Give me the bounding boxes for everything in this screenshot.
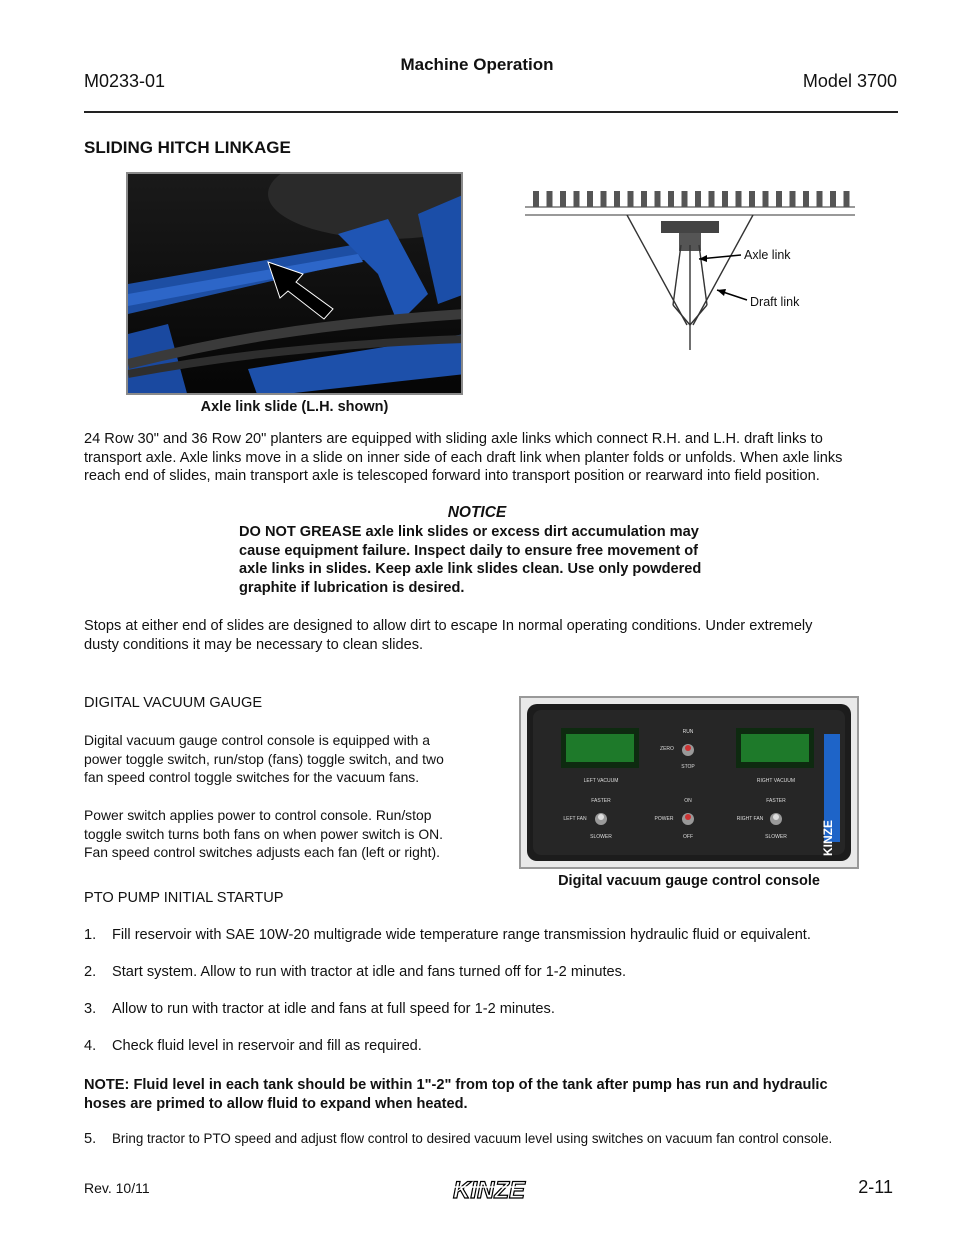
row-unit — [749, 191, 755, 207]
vacuum-gauge-para2 — [84, 806, 474, 862]
run-label: RUN — [682, 729, 694, 735]
vacuum-console-photo — [519, 696, 859, 869]
row-unit — [844, 191, 850, 207]
row-unit — [533, 191, 539, 207]
fluid-level-note — [84, 1076, 904, 1113]
run-stop-toggle — [682, 744, 694, 756]
pto-heading: PTO PUMP INITIAL STARTUP — [84, 890, 284, 906]
vg-line: power toggle switch, run/stop (fans) toggle switch, and two — [84, 750, 444, 767]
row-unit — [763, 191, 769, 207]
logo-text: KINZE — [453, 1177, 525, 1204]
vg-line: fan speed control toggle switches for the vacuum fans. — [84, 769, 420, 785]
vacuum-gauge-heading: DIGITAL VACUUM GAUGE — [84, 695, 263, 711]
row-unit — [709, 191, 715, 207]
revision: Rev. 10/11 — [84, 1180, 150, 1196]
notice-line: DO NOT GREASE axle link slides or excess dirt accumulation may — [239, 524, 699, 540]
page-title: SLIDING HITCH LINKAGE — [84, 138, 291, 157]
row-unit — [722, 191, 728, 207]
page-number: 2-11 — [858, 1177, 893, 1197]
kinze-logo — [430, 1176, 548, 1204]
planter-linkage-diagram — [521, 185, 861, 355]
list-item — [84, 1001, 924, 1021]
figure1-caption: Axle link slide (L.H. shown) — [200, 399, 389, 415]
section-header: Machine Operation — [400, 55, 554, 74]
power-label: POWER — [654, 816, 674, 822]
notice-body — [239, 523, 739, 597]
row-unit — [817, 191, 823, 207]
stops-paragraph — [84, 617, 904, 654]
list-item — [84, 1038, 924, 1058]
stop-label: STOP — [681, 764, 695, 770]
faster-right-label: FASTER — [766, 798, 786, 804]
stops-line: dusty conditions it may be necessary to clean slides. — [84, 636, 424, 653]
right-vacuum-label: RIGHT VACUUM — [756, 778, 796, 784]
stops-line: Stops at either end of slides are designed to allow dirt to escape In normal operating conditions. Under extremely — [84, 618, 813, 634]
row-unit — [560, 191, 566, 207]
row-unit — [601, 191, 607, 207]
step-number: 4. — [84, 1038, 97, 1054]
row-unit — [682, 191, 688, 207]
row-unit — [790, 191, 796, 207]
zero-label: ZERO — [660, 746, 674, 752]
notice-line: cause equipment failure. Inspect daily to ensure free movement of — [239, 542, 699, 559]
list-item — [84, 964, 924, 984]
vg-line: toggle switch turns both fans on when power switch is ON. — [84, 825, 444, 842]
intro-paragraph — [84, 430, 904, 486]
row-unit — [803, 191, 809, 207]
list-item — [84, 1131, 924, 1149]
step-text: Check fluid level in reservoir and fill as required. — [112, 1038, 422, 1054]
console-brand: KINZE — [821, 820, 835, 856]
left-vacuum-label: LEFT VACUUM — [583, 778, 619, 784]
note-line: NOTE: Fluid level in each tank should be within 1"-2" from top of the tank after pump has run and hydraulic — [84, 1077, 828, 1093]
axle-link-slide-photo — [126, 172, 463, 395]
vg-line: Power switch applies power to control console. Run/stop — [84, 807, 432, 823]
row-unit — [736, 191, 742, 207]
draft-link-label: Draft link — [750, 295, 800, 309]
doc-number: M0233-01 — [84, 71, 166, 91]
notice-line: graphite if lubrication is desired. — [239, 579, 465, 596]
row-unit — [668, 191, 674, 207]
right-fan-label: RIGHT FAN — [736, 816, 764, 822]
vg-line: Fan speed control switches adjusts each fan (left or right). — [84, 844, 440, 860]
row-unit — [695, 191, 701, 207]
vg-line: Digital vacuum gauge control console is equipped with a — [84, 732, 430, 748]
row-unit — [614, 191, 620, 207]
model-label: Model 3700 — [802, 71, 897, 91]
notice-line: axle links in slides. Keep axle link slides clean. Use only powdered — [239, 561, 702, 578]
step-number: 1. — [84, 927, 97, 943]
slower-left-label: SLOWER — [590, 834, 612, 840]
step-text: Bring tractor to PTO speed and adjust flow control to desired vacuum level using switches on vacuum fan control console. — [112, 1131, 833, 1146]
row-unit — [587, 191, 593, 207]
intro-line: transport axle. Axle links move in a slide on inner side of each draft link when planter folds or unfolds. When axle links — [84, 449, 843, 466]
row-unit — [830, 191, 836, 207]
axle-link-label: Axle link — [744, 248, 791, 262]
off-label: OFF — [683, 834, 693, 840]
step-number: 2. — [84, 964, 97, 980]
on-label: ON — [684, 798, 692, 804]
slower-right-label: SLOWER — [765, 834, 787, 840]
row-unit — [655, 191, 661, 207]
row-unit — [574, 191, 580, 207]
row-unit — [547, 191, 553, 207]
left-fan-label: LEFT FAN — [563, 816, 587, 822]
intro-line: reach end of slides, main transport axle is telescoped forward into transport position or rearward into field position. — [84, 468, 820, 485]
console-caption: Digital vacuum gauge control console — [558, 873, 820, 889]
vacuum-gauge-para1 — [84, 731, 474, 787]
step-number: 3. — [84, 1001, 97, 1017]
row-unit — [628, 191, 634, 207]
notice-title: NOTICE — [447, 504, 507, 521]
step-text: Allow to run with tractor at idle and fans at full speed for 1-2 minutes. — [112, 1001, 555, 1017]
left-fan-toggle — [595, 813, 607, 825]
step-text: Fill reservoir with SAE 10W-20 multigrade wide temperature range transmission hydraulic fluid or equivalent. — [112, 927, 811, 943]
note-line: hoses are primed to allow fluid to expand when heated. — [84, 1095, 468, 1112]
step-text: Start system. Allow to run with tractor at idle and fans turned off for 1-2 minutes. — [112, 964, 626, 980]
step-number: 5. — [84, 1131, 97, 1147]
row-unit — [776, 191, 782, 207]
right-fan-toggle — [770, 813, 782, 825]
faster-left-label: FASTER — [591, 798, 611, 804]
row-unit — [641, 191, 647, 207]
list-item — [84, 927, 924, 947]
intro-line: 24 Row 30" and 36 Row 20" planters are equipped with sliding axle links which connect R.H. and L.H. draft links to — [84, 431, 823, 447]
power-toggle — [682, 813, 694, 825]
header-rule — [84, 111, 898, 113]
